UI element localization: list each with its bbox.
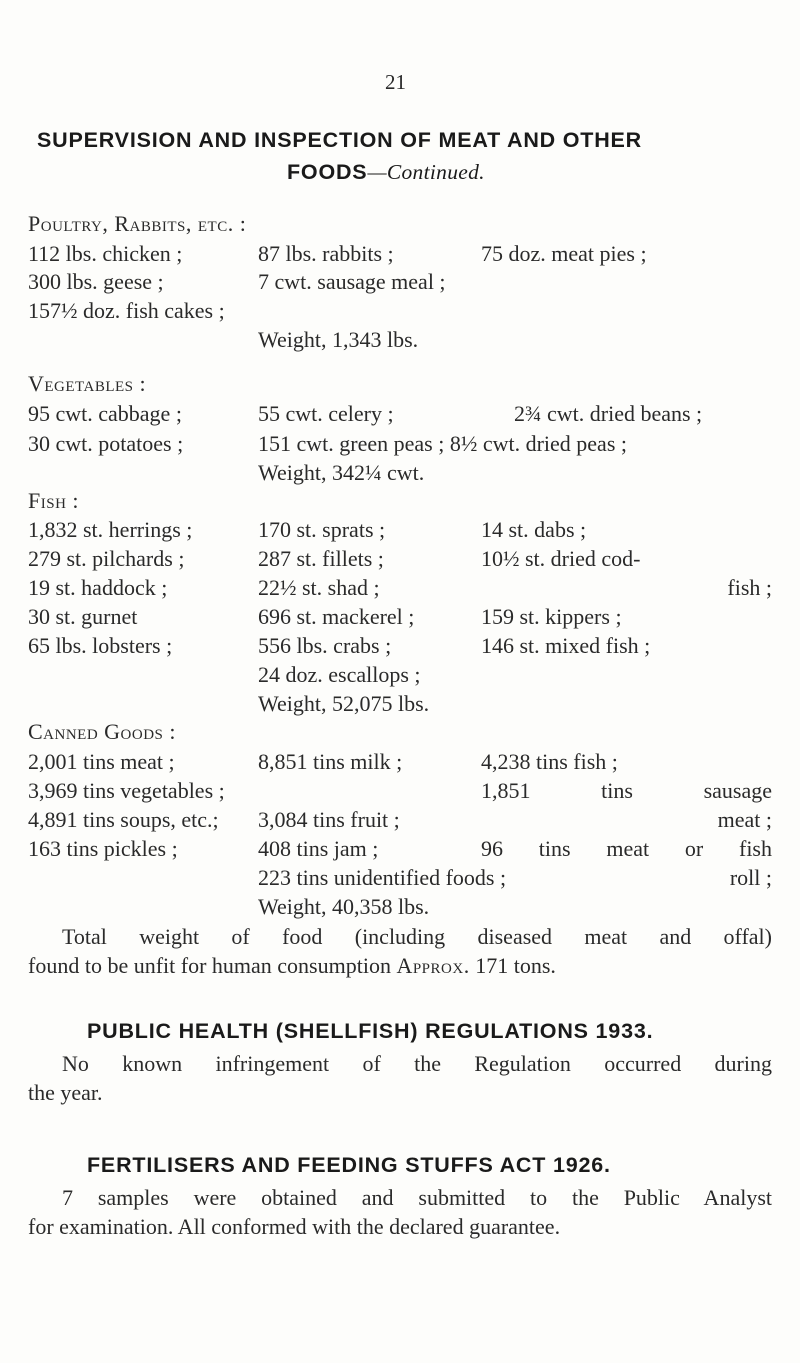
shellfish-text-2: the year.: [28, 1080, 103, 1105]
canned-item: 3,084 tins fruit ;: [258, 807, 400, 832]
fish-item: 556 lbs. crabs ;: [258, 633, 392, 658]
poultry-item: 157½ doz. fish cakes ;: [28, 298, 225, 323]
fish-item: 65 lbs. lobsters ;: [28, 633, 173, 658]
fish-item: 146 st. mixed fish ;: [481, 633, 651, 658]
vegetables-item: 30 cwt. potatoes ;: [28, 431, 184, 456]
canned-item: 223 tins unidentified foods ;: [258, 865, 507, 890]
vegetables-item: 2¾ cwt. dried beans ;: [514, 401, 703, 426]
section-title-fish: Fish :: [28, 488, 80, 513]
fish-item: 1,832 st. herrings ;: [28, 517, 193, 542]
fish-item: 696 st. mackerel ;: [258, 604, 415, 629]
fish-item: 159 st. kippers ;: [481, 604, 622, 629]
canned-item: 4,891 tins soups, etc.;: [28, 807, 219, 832]
canned-item: roll ;: [729, 865, 772, 890]
vegetables-item: 151 cwt. green peas ; 8½ cwt. dried peas ;: [258, 431, 627, 456]
canned-item: 408 tins jam ;: [258, 836, 379, 861]
canned-item: 96 tins meat or fish: [481, 836, 772, 861]
total-tons: 171 tons.: [475, 953, 556, 978]
poultry-item: 300 lbs. geese ;: [28, 269, 164, 294]
poultry-item: 112 lbs. chicken ;: [28, 241, 183, 266]
vegetables-item: 95 cwt. cabbage ;: [28, 401, 182, 426]
vegetables-item: 55 cwt. celery ;: [258, 401, 394, 426]
page-title: SUPERVISION AND INSPECTION OF MEAT AND OTHER: [37, 128, 642, 152]
fish-item: 10½ st. dried cod-: [481, 546, 641, 571]
section-title-vegetables: Vegetables :: [28, 371, 147, 396]
fish-item: 19 st. haddock ;: [28, 575, 168, 600]
fish-item: 279 st. pilchards ;: [28, 546, 185, 571]
title-continued-label: —Continued.: [367, 160, 485, 184]
fish-item: 24 doz. escallops ;: [258, 662, 421, 687]
shellfish-text-1: No known infringement of the Regulation occurred during: [62, 1051, 772, 1076]
section-heading-shellfish: PUBLIC HEALTH (SHELLFISH) REGULATIONS 1933.: [87, 1019, 654, 1043]
vegetables-weight: Weight, 342¼ cwt.: [258, 460, 425, 485]
poultry-item: 87 lbs. rabbits ;: [258, 241, 394, 266]
poultry-weight: Weight, 1,343 lbs.: [258, 327, 419, 352]
total-line-2-text: found to be unfit for human consumption: [28, 953, 391, 978]
fish-weight: Weight, 52,075 lbs.: [258, 691, 430, 716]
fish-item: fish ;: [727, 575, 772, 600]
fertilisers-text-1: 7 samples were obtained and submitted to the Public Analyst: [62, 1185, 772, 1210]
canned-item: 3,969 tins vegetables ;: [28, 778, 225, 803]
poultry-item: 7 cwt. sausage meal ;: [258, 269, 446, 294]
section-heading-fertilisers: FERTILISERS AND FEEDING STUFFS ACT 1926.: [87, 1153, 611, 1177]
canned-weight: Weight, 40,358 lbs.: [258, 894, 430, 919]
canned-item: 1,851 tins sausage: [481, 778, 772, 803]
page-number: 21: [385, 70, 406, 94]
title-foods: FOODS: [287, 160, 368, 184]
fish-item: 287 st. fillets ;: [258, 546, 384, 571]
fish-item: 170 st. sprats ;: [258, 517, 386, 542]
canned-item: 163 tins pickles ;: [28, 836, 178, 861]
fish-item: 30 st. gurnet: [28, 604, 138, 629]
section-title-poultry: Poultry, Rabbits, etc. :: [28, 211, 247, 236]
section-title-canned: Canned Goods :: [28, 719, 177, 744]
page-title-continued: [287, 160, 485, 185]
canned-item: 2,001 tins meat ;: [28, 749, 175, 774]
canned-item: meat ;: [717, 807, 772, 832]
total-approx: Approx.: [396, 953, 470, 978]
total-line-2: [28, 952, 556, 980]
canned-item: 8,851 tins milk ;: [258, 749, 403, 774]
poultry-item: 75 doz. meat pies ;: [481, 241, 647, 266]
canned-item: 4,238 tins fish ;: [481, 749, 618, 774]
fish-item: 22½ st. shad ;: [258, 575, 380, 600]
fertilisers-text-2: for examination. All conformed with the declared guarantee.: [28, 1214, 561, 1239]
total-line-1: Total weight of food (including diseased meat and offal): [62, 924, 772, 949]
fish-item: 14 st. dabs ;: [481, 517, 587, 542]
